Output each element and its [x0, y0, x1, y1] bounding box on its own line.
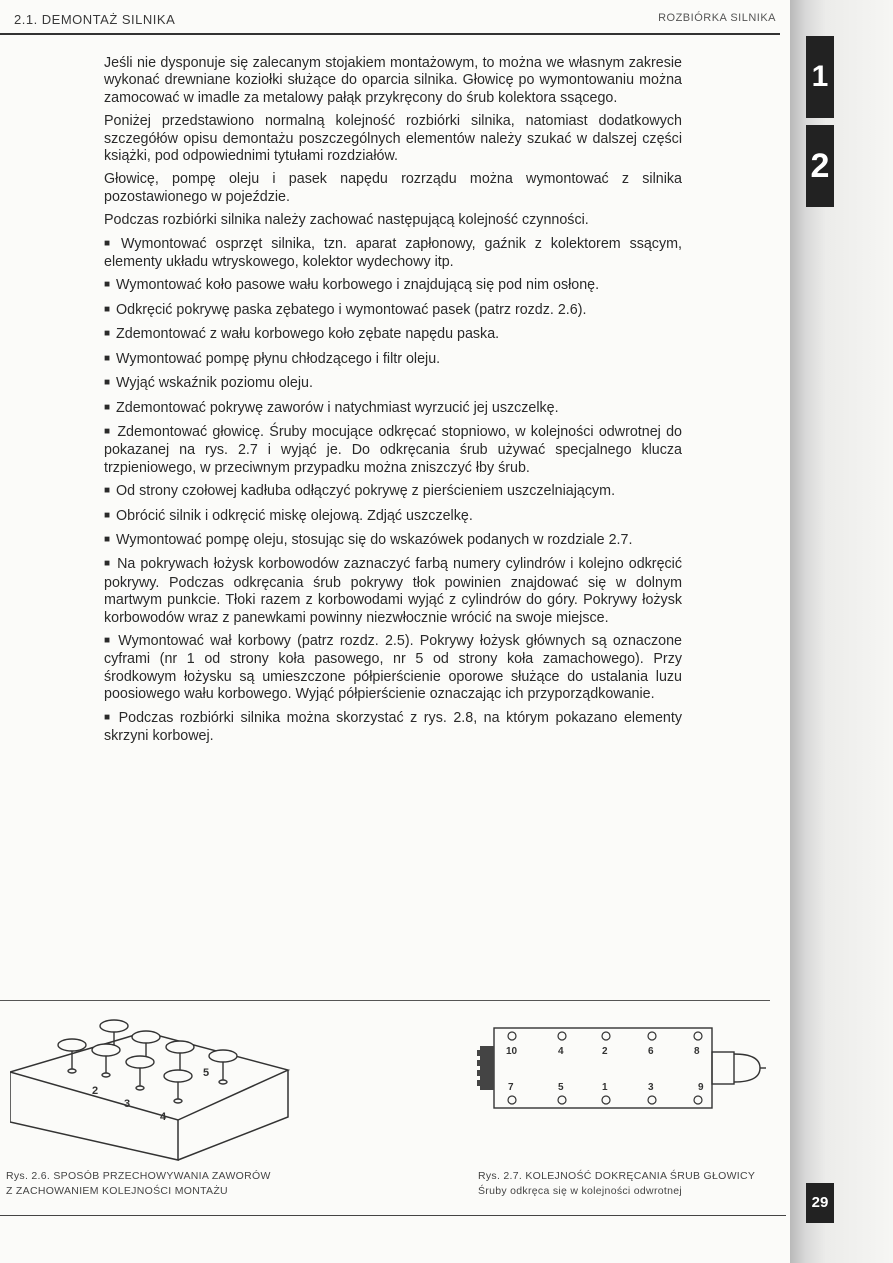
bullet-step: ■ Wymontować wał korbowy (patrz rozdz. 2.5). Pokrywy łożysk głównych są oznaczone cyframi (nr 1 od strony koła pasowego, nr 5 od strony koła zamachowego). Przy środkowym łożysku są umieszczone półpierścienie oporowe służące do ustalania luzu poosiowego wału korbowego. Wyjąć półpierścienie oznaczając ich przyporządkowanie.	[104, 633, 682, 704]
bolt-order-label: 5	[558, 1082, 564, 1093]
bolt-order-label: 1	[602, 1082, 608, 1093]
paragraph: Jeśli nie dysponuje się zalecanym stojakiem montażowym, to można we własnym zakresie wykonać drewniane koziołki służące do oparcia silnika. Głowicę po wymontowaniu można zamocować w imadle za metalowy pałąk przykręcony do śrub kolektora ssącego.	[104, 55, 682, 106]
figure-right-caption-line2: Śruby odkręca się w kolejności odwrotnej	[478, 1185, 683, 1197]
bullet-step: ■ Wymontować osprzęt silnika, tzn. aparat zapłonowy, gaźnik z kolektorem ssącym, elementy układu wtryskowego, kolektor wydechowy itp.	[104, 236, 682, 272]
bullet-step: ■ Podczas rozbiórki silnika można skorzystać z rys. 2.8, na którym pokazano elementy skrzyni korbowej.	[104, 710, 682, 746]
running-header	[0, 0, 790, 36]
figure-right-caption	[478, 1169, 755, 1199]
bullet-step: ■ Wymontować pompę płynu chłodzącego i filtr oleju.	[104, 351, 682, 369]
paragraph: Głowicę, pompę oleju i pasek napędu rozrządu można wymontować z silnika pozostawionego w pojeździe.	[104, 171, 682, 205]
valve-label: 4	[160, 1111, 167, 1123]
bullet-step: ■ Wymontować koło pasowe wału korbowego i znajdującą się pod nim osłonę.	[104, 277, 682, 295]
bullet-step: ■ Wyjąć wskaźnik poziomu oleju.	[104, 375, 682, 393]
header-chapter-title: ROZBIÓRKA SILNIKA	[658, 12, 776, 24]
bullet-step: ■ Zdemontować głowicę. Śruby mocujące odkręcać stopniowo, w kolejności odwrotnej do pokazanej na rys. 2.7 i wyjąć je. Do odkręcania śrub używać specjalnego klucza trzpieniowego, w przeciwnym przypadku można zniszczyć łby śrub.	[104, 424, 682, 477]
valve-label: 3	[124, 1098, 131, 1110]
paragraph: Poniżej przedstawiono normalną kolejność rozbiórki silnika, natomiast dodatkowych szczegółów opisu demontażu poszczególnych elementów należy szukać w dalszej części książki, pod odpowiednimi tytułami rozdziałów.	[104, 113, 682, 165]
bullet-step: ■ Obrócić silnik i odkręcić miskę olejową. Zdjąć uszczelkę.	[104, 508, 682, 526]
bolt-order-label: 3	[648, 1082, 654, 1093]
bullet-step: ■ Od strony czołowej kadłuba odłączyć pokrywę z pierścieniem uszczelniającym.	[104, 483, 682, 501]
header-rule	[0, 33, 780, 35]
bolt-order-label: 9	[698, 1082, 704, 1093]
figure-left-caption	[6, 1169, 271, 1199]
figure-head-bolt-order	[476, 1024, 776, 1114]
page-number: 29	[806, 1183, 834, 1223]
bolt-order-label: 2	[602, 1046, 608, 1057]
bolt-order-label: 10	[506, 1046, 518, 1057]
bullet-step: ■ Na pokrywach łożysk korbowodów zaznaczyć farbą numery cylindrów i kolejno odkręcić pokrywy. Podczas odkręcania śrub pokrywy tłok powinien znajdować się w dolnym martwym punkcie. Tłoki razem z korbowodami wyjąć z cylindrów do góry. Pokrywy łożysk korbowodów wraz z panewkami powinny niezwłocznie wrócić na swoje miejsce.	[104, 556, 682, 627]
bullet-step: ■ Wymontować pompę oleju, stosując się do wskazówek podanych w rozdziale 2.7.	[104, 532, 682, 550]
body-text	[104, 55, 682, 751]
chapter-tab-2: 2	[806, 125, 834, 207]
bullet-step: ■ Odkręcić pokrywę paska zębatego i wymontować pasek (patrz rozdz. 2.6).	[104, 302, 682, 320]
figure-left-caption-line2: Z ZACHOWANIEM KOLEJNOŚCI MONTAŻU	[6, 1185, 228, 1197]
footer-rule	[0, 1215, 786, 1216]
valve-label: 5	[203, 1067, 210, 1079]
bullet-step: ■ Zdemontować pokrywę zaworów i natychmiast wyrzucić jej uszczelkę.	[104, 400, 682, 418]
header-section-title: 2.1. DEMONTAŻ SILNIKA	[14, 12, 176, 27]
figure-separator	[0, 1000, 770, 1001]
paragraph: Podczas rozbiórki silnika należy zachować następującą kolejność czynności.	[104, 212, 589, 229]
figure-right-caption-line1: Rys. 2.7. KOLEJNOŚĆ DOKRĘCANIA ŚRUB GŁOWICY	[478, 1170, 756, 1182]
bolt-order-label: 4	[558, 1046, 564, 1057]
chapter-tab-1: 1	[806, 36, 834, 118]
bullet-step: ■ Zdemontować z wału korbowego koło zębate napędu paska.	[104, 326, 682, 344]
bolt-order-label: 8	[694, 1046, 700, 1057]
figure-valve-storage	[10, 1012, 295, 1162]
bolt-order-label: 7	[508, 1082, 514, 1093]
valve-label: 2	[92, 1085, 99, 1097]
figure-left-caption-line1: Rys. 2.6. SPOSÓB PRZECHOWYWANIA ZAWORÓW	[6, 1170, 271, 1182]
bolt-order-label: 6	[648, 1046, 654, 1057]
